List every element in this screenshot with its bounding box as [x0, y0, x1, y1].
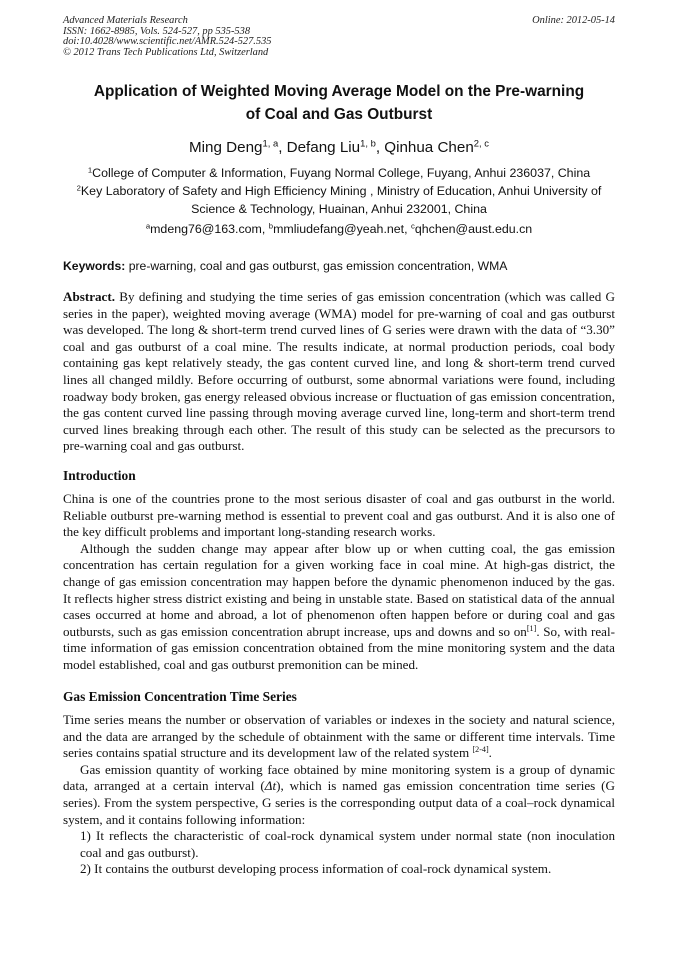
email-address[interactable]: mmliudefang@yeah.net — [273, 222, 405, 236]
author-emails — [63, 220, 615, 238]
title-line-1: Application of Weighted Moving Average Model on the Pre-warning — [93, 83, 585, 100]
list-item: 1) It reflects the characteristic of coal-rock dynamical system under normal state (non inoculation coal and gas outburst). — [80, 828, 615, 860]
gas-series-body — [63, 712, 615, 878]
affiliation-1 — [63, 164, 615, 182]
author-name: Qinhua Chen — [384, 139, 474, 156]
email-sup: b — [268, 221, 274, 231]
paper-title — [63, 80, 615, 126]
introduction-body — [63, 491, 615, 674]
paragraph: China is one of the countries prone to the most serious disaster of coal and gas outburst in the world. Reliable outburst pre-warning method is essential to prevent coal and gas outburst. And it is also one of the key difficult problems and important long-standing research works. — [63, 491, 615, 540]
online-date: Online: 2012-05-14 — [532, 15, 615, 26]
journal-header — [63, 16, 615, 58]
keywords-label: Keywords: — [63, 259, 126, 273]
email-address[interactable]: qhchen@aust.edu.cn — [414, 222, 533, 236]
email-sep: , — [404, 222, 412, 236]
author-sep: , — [278, 139, 287, 156]
list-item: 2) It contains the outburst developing process information of coal-rock dynamical system. — [80, 861, 552, 877]
author-sup: 2, c — [473, 137, 489, 149]
paragraph: Although the sudden change may appear after blow up or when cutting coal, the gas emission concentration has certain regulation for a given working face in coal mine. At high-gas district, the change of gas emission concentration may happen before the dynamic phenomenon induced by the gas. It reflects higher stress district existing and being in unstable state. Based on statistical data of the annual cases occurred at home and abroad, a lot of phenomenon often happen before or during coal and gas outbursts, such as gas emission concentration abrupt increase, ups and downs and so on[1]. So, with real-time information of gas emission concentration obtained from the mine monitoring system and the data model established, coal and gas outburst premonition can be mined. — [63, 540, 615, 672]
email-sep: , — [261, 222, 269, 236]
author-sup: 1, a — [262, 137, 279, 149]
author-name: Defang Liu — [286, 139, 361, 156]
affiliation-text: Key Laboratory of Safety and High Efficiency Mining , Ministry of Education, Anhui University of — [80, 184, 602, 198]
email-sup: a — [145, 221, 151, 231]
email-address[interactable]: mdeng76@163.com — [150, 222, 262, 236]
affiliation-sup: 2 — [76, 183, 81, 193]
author-list — [63, 138, 615, 158]
author-sep: , — [375, 139, 385, 156]
journal-copyright: © 2012 Trans Tech Publications Ltd, Switzerland — [63, 46, 269, 58]
journal-doi: doi:10.4028/www.scientific.net/AMR.524-527.535 — [63, 36, 272, 48]
email-sup: c — [411, 221, 415, 231]
citation[interactable]: [2-4] — [472, 745, 489, 755]
author-sup: 1, b — [360, 137, 376, 149]
journal-name: Advanced Materials Research — [63, 15, 188, 26]
abstract — [63, 289, 615, 455]
delta-t-symbol: Δt — [264, 778, 277, 794]
affiliation-sup: 1 — [87, 165, 93, 175]
keywords-text: pre-warning, coal and gas outburst, gas emission concentration, WMA — [125, 259, 508, 273]
affiliation-text-line-2: Science & Technology, Huainan, Anhui 232001, China — [191, 202, 487, 216]
keywords — [63, 258, 615, 274]
abstract-text: By defining and studying the time series of gas emission concentration (which was called G series in the paper), weighted moving average (WMA) model for pre-warning of coal and gas outburst was developed. The long & short-term trend curved lines of G series were drawn with the data of “3.30” coal and gas outburst of a coal mine. The results indicate, at normal production periods, coal body containing gas kept relatively steady, the gas content curved line, and long & short-term trend curved lines all changed mildly. Before occurring of outburst, some abnormal variations were found, including roadway body broken, gas energy released obvious increase or fluctuation of gas emission concentration, the gas content curved line passing through moving average curved line, long-term and short-term trend curved lines breaking through each other. The result of this study can be selected as the precursors to pre-warning coal and gas outburst. — [63, 289, 615, 454]
affiliation-text: College of Computer & Information, Fuyang Normal College, Fuyang, Anhui 236037, China — [92, 166, 591, 180]
citation[interactable]: [1] — [526, 623, 537, 633]
affiliation-2 — [63, 182, 615, 218]
author-name: Ming Deng — [189, 139, 263, 156]
abstract-label: Abstract. — [63, 289, 115, 304]
paragraph: Time series means the number or observation of variables or indexes in the society and natural science, and the data are arranged by the schedule of obtainment with the same or different time intervals. Time series contains spatial structure and its development law of the related system [2-4]. — [63, 712, 615, 761]
section-heading-introduction: Introduction — [63, 468, 136, 483]
paragraph: Gas emission quantity of working face obtained by mine monitoring system is a group of dynamic data, arranged at a certain interval (Δt), which is named gas emission concentration time series (G series). From the system perspective, G series is the corresponding output data of a coal–rock dynamical system, and it contains following information: — [63, 761, 615, 827]
journal-issn: ISSN: 1662-8985, Vols. 524-527, pp 535-538 — [63, 25, 251, 37]
section-heading-gas-series: Gas Emission Concentration Time Series — [63, 689, 297, 704]
title-line-2: of Coal and Gas Outburst — [245, 106, 433, 123]
